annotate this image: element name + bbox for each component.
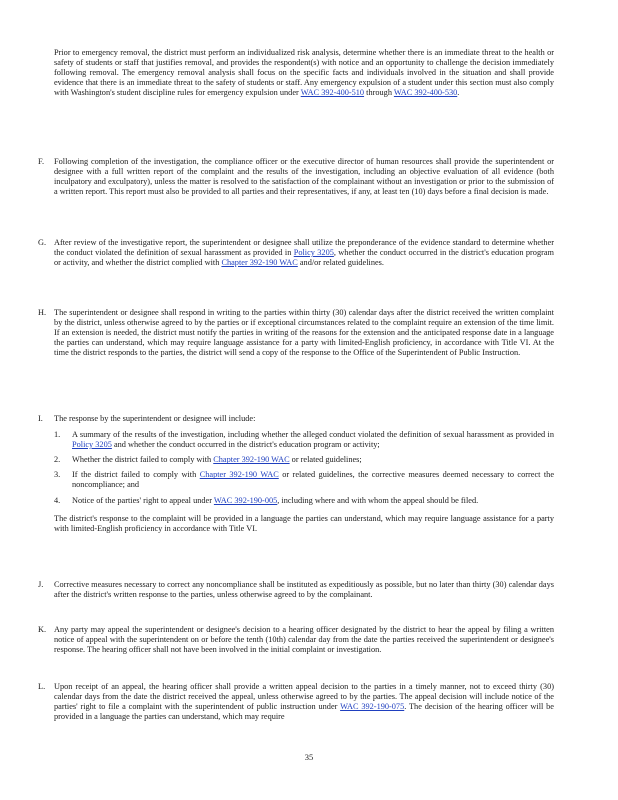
item-body — [54, 157, 554, 197]
text-run: Following completion of the investigation, the compliance officer or the executive director of human resources shall provide the superintendent or designee with a full written report of the complaint and the results of the investigation, including an objective evaluation of all evidence (both inculpatory and exculpatory), unless the matter is resolved to the satisfaction of the complainant without an investigation or prior to the submission of a written report. This report must also be provided to all parties and their representatives, if any, at least ten (10) days before a final decision is made. — [54, 157, 554, 197]
text-run: Prior to emergency removal, the district must perform an individualized risk analysis, determine whether there is an immediate threat to the health or safety of students or staff that justifies removal, and provides the respondent(s) with notice and an opportunity to challenge the decision immediately following removal. The emergency removal analysis shall focus on the specific facts and individuals involved in the situation and shall provide evidence that there is an immediate threat to the safety of students or staff. Any emergency expulsion of a student under this section must also comply with Washington's student discipline rules for emergency expulsion under — [54, 48, 554, 98]
section-h — [38, 308, 554, 358]
item-body — [54, 625, 554, 655]
reference-link[interactable]: WAC 392-400-510 — [300, 88, 365, 98]
sub-list — [54, 430, 554, 506]
reference-link[interactable]: WAC 392-400-530 — [393, 88, 458, 98]
item-label: G. — [38, 238, 47, 247]
item-body — [54, 308, 554, 358]
item-body — [54, 414, 554, 534]
sub-item-number: 4. — [54, 495, 61, 505]
item-label: L. — [38, 682, 46, 691]
item-body — [54, 682, 554, 722]
section-i — [38, 414, 554, 534]
item-intro — [54, 414, 554, 424]
item-body — [54, 580, 554, 600]
text-run: Notice of the parties' right to appeal under — [72, 495, 214, 505]
page-number: 35 — [304, 752, 314, 762]
text-run: The superintendent or designee shall respond in writing to the parties within thirty (30) calendar days after the district received the written complaint by the district, unless otherwise agreed to by the parties or if exceptional circumstances related to the complaint require an extension of the time limit. If an extension is needed, the district must notify the parties in writing of the reasons for the extension and the anticipated response date in a language the parties can understand, which may require language assistance for a party with limited-English proficiency, in accordance with Title VI. At the time the district responds to the parties, the district will send a copy of the response to the Office of the Superintendent of Public Instruction. — [54, 308, 554, 358]
emergency-removal-paragraph — [54, 48, 554, 98]
item-label: J. — [38, 580, 44, 589]
text-run: The response by the superintendent or designee will include: — [54, 414, 256, 423]
item-label: I. — [38, 414, 43, 423]
item-closing: The district's response to the complaint will be provided in a language the parties can understand, which may require language assistance for a party with limited-English proficiency in accordance with Title VI. — [54, 513, 554, 533]
section-l — [38, 682, 554, 722]
sub-item — [54, 455, 554, 465]
text-run: Upon receipt of an appeal, the hearing officer shall provide a written appeal decision to the parties in a timely manner, not to exceed thirty (30) calendar days from the date the district received the appeal, unless otherwise agreed to by the parties. The appeal decision will include notice of the parties' right to file a complaint with the superintendent of public instruction under — [54, 682, 554, 712]
text-run: or related guidelines, the corrective measures deemed necessary to correct the noncompliance; and — [72, 470, 555, 490]
sub-item-number: 1. — [54, 430, 61, 440]
text-run: Any party may appeal the superintendent or designee's decision to a hearing officer designated by the district to hear the appeal by filing a written notice of appeal with the superintendent on or before the tenth (10th) calendar day from the date the parties received the superintendent or designee's response. The hearing officer shall not have been involved in the initial complaint or investigation. — [54, 625, 554, 655]
text-run: Corrective measures necessary to correct any noncompliance shall be instituted as expeditiously as possible, but no later than thirty (30) calendar days after the district's written response to the parties, unless otherwise agreed to by the complainant. — [54, 580, 554, 600]
sub-item-number: 3. — [54, 470, 61, 480]
section-j — [38, 580, 554, 600]
text-run: , including where and with whom the appeal should be filed. — [277, 495, 479, 505]
item-label: F. — [38, 157, 45, 166]
reference-link[interactable]: WAC 392-190-075 — [340, 702, 405, 712]
text-run: After review of the investigative report, the superintendent or designee shall utilize the preponderance of the evidence standard to determine whether the conduct violated the definition of sexual harassment as provided in — [54, 238, 554, 258]
text-run: or related guidelines; — [289, 455, 362, 465]
text-run: , whether the conduct occurred in the district's education program or activity, and whether the district complied with — [54, 248, 554, 268]
text-run: . The decision of the hearing officer will be provided in a language the parties can understand, which may require — [54, 702, 554, 722]
reference-link[interactable]: Chapter 392-190 WAC — [213, 455, 290, 465]
section-f — [38, 157, 554, 197]
text-run: If the district failed to comply with — [72, 470, 200, 480]
text-run: . — [457, 88, 460, 98]
text-run: and whether the conduct occurred in the district's education program or activity; — [111, 440, 380, 450]
sub-item — [54, 470, 554, 490]
text-run: through — [364, 88, 394, 98]
text-run: and/or related guidelines. — [297, 258, 384, 268]
text-run: Whether the district failed to comply with — [72, 455, 214, 465]
text-run: A summary of the results of the investigation, including whether the alleged conduct violated the definition of sexual harassment as provided in — [72, 430, 554, 440]
reference-link[interactable]: Chapter 392-190 WAC — [221, 258, 298, 268]
sub-item — [54, 430, 554, 450]
reference-link[interactable]: Chapter 392-190 WAC — [199, 470, 279, 480]
item-label: K. — [38, 625, 47, 634]
section-k — [38, 625, 554, 655]
reference-link[interactable]: Policy 3205 — [72, 440, 112, 450]
section-g — [38, 238, 554, 268]
reference-link[interactable]: WAC 392-190-005 — [213, 495, 278, 505]
reference-link[interactable]: Policy 3205 — [293, 248, 334, 258]
item-body — [54, 238, 554, 268]
sub-item — [54, 496, 554, 506]
sub-item-number: 2. — [54, 455, 61, 465]
item-label: H. — [38, 308, 47, 317]
